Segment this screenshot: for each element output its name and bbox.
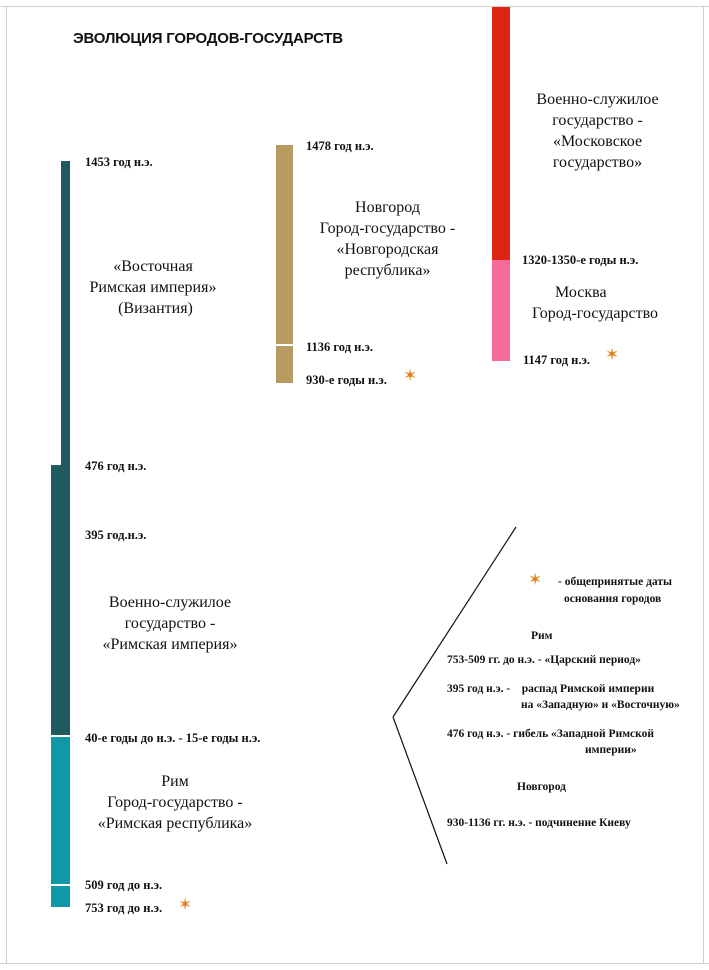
diagram-title: ЭВОЛЮЦИЯ ГОРОДОВ-ГОСУДАРСТВ — [73, 30, 343, 47]
rome-republic-label-line-1: Рим — [161, 773, 189, 790]
legend-star-icon: ✶ — [528, 570, 543, 590]
moscow-city-label-line-1: Москва — [555, 284, 607, 301]
moscow-state-label-line-3: «Московское — [552, 133, 643, 150]
founding-star-icon: ✶ — [605, 345, 620, 365]
legend-rome-item-2b: на «Западную» и «Восточную» — [521, 699, 680, 711]
rome-republic-start-date: 509 год до н.э. — [85, 878, 163, 892]
legend-novgorod-item-1: 930-1136 гг. н.э. - подчинение Киеву — [447, 817, 631, 829]
moscow-state-start-date: 1320-1350-е годы н.э. — [522, 253, 639, 267]
rome-empire-label-line-2: государство - — [124, 615, 216, 632]
legend-rome-item-3b: империи» — [585, 744, 637, 756]
founding-star-icon: ✶ — [403, 366, 418, 386]
novgorod-label-line-1: Новгород — [355, 199, 420, 216]
rome-founding-date: 753 год до н.э. — [85, 901, 163, 915]
moscow-founding-date: 1147 год н.э. — [523, 353, 590, 367]
rome-republic-label-line-3: «Римская республика» — [97, 815, 253, 832]
novgorod-label-line-2: Город-государство - — [319, 220, 456, 237]
novgorod-founding-date: 930-е годы н.э. — [306, 373, 387, 387]
rome-split-date: 395 год.н.э. — [85, 528, 147, 542]
novgorod-label-line-3: «Новгородская — [336, 241, 439, 258]
byzantium-end-date: 1453 год н.э. — [85, 155, 153, 169]
moscow-state-label-line-2: государство - — [552, 112, 643, 129]
legend-rome-item-1: 753-509 гг. до н.э. - «Царский период» — [447, 654, 641, 666]
legend-star-note-1: - общепринятые даты — [558, 576, 673, 588]
legend-bracket-lower-line — [393, 717, 447, 864]
moscow-city-label-line-2: Город-государство — [531, 305, 659, 322]
novgorod-label-line-4: республика» — [344, 262, 431, 279]
legend-rome-heading: Рим — [531, 630, 553, 642]
byzantium-label-line-2: Римская империя» — [89, 279, 217, 296]
novgorod-republic-start-date: 1136 год н.э. — [306, 340, 373, 354]
moscow-state-label-line-1: Военно-служилое — [536, 91, 659, 108]
founding-star-icon: ✶ — [178, 895, 193, 915]
moscow-state-label-line-4: государство» — [552, 154, 643, 171]
legend-novgorod-heading: Новгород — [517, 781, 566, 793]
legend-rome-item-3a: 476 год н.э. - гибель «Западной Римской — [447, 728, 654, 740]
novgorod-end-date: 1478 год н.э. — [306, 139, 374, 153]
rome-empire-start-date: 40-е годы до н.э. - 15-е годы н.э. — [85, 731, 261, 745]
rome-empire-label-line-1: Военно-служилое — [108, 594, 232, 611]
legend-star-note-2: основания городов — [564, 593, 662, 605]
byzantium-label-line-1: «Восточная — [113, 258, 193, 275]
byzantium-start-date: 476 год н.э. — [85, 459, 147, 473]
legend-rome-item-2a: 395 год н.э. - распад Римской империи — [447, 683, 655, 695]
byzantium-label-line-3: (Византия) — [118, 300, 193, 317]
rome-republic-label-line-2: Город-государство - — [107, 794, 243, 811]
rome-empire-label-line-3: «Римская империя» — [102, 636, 238, 653]
